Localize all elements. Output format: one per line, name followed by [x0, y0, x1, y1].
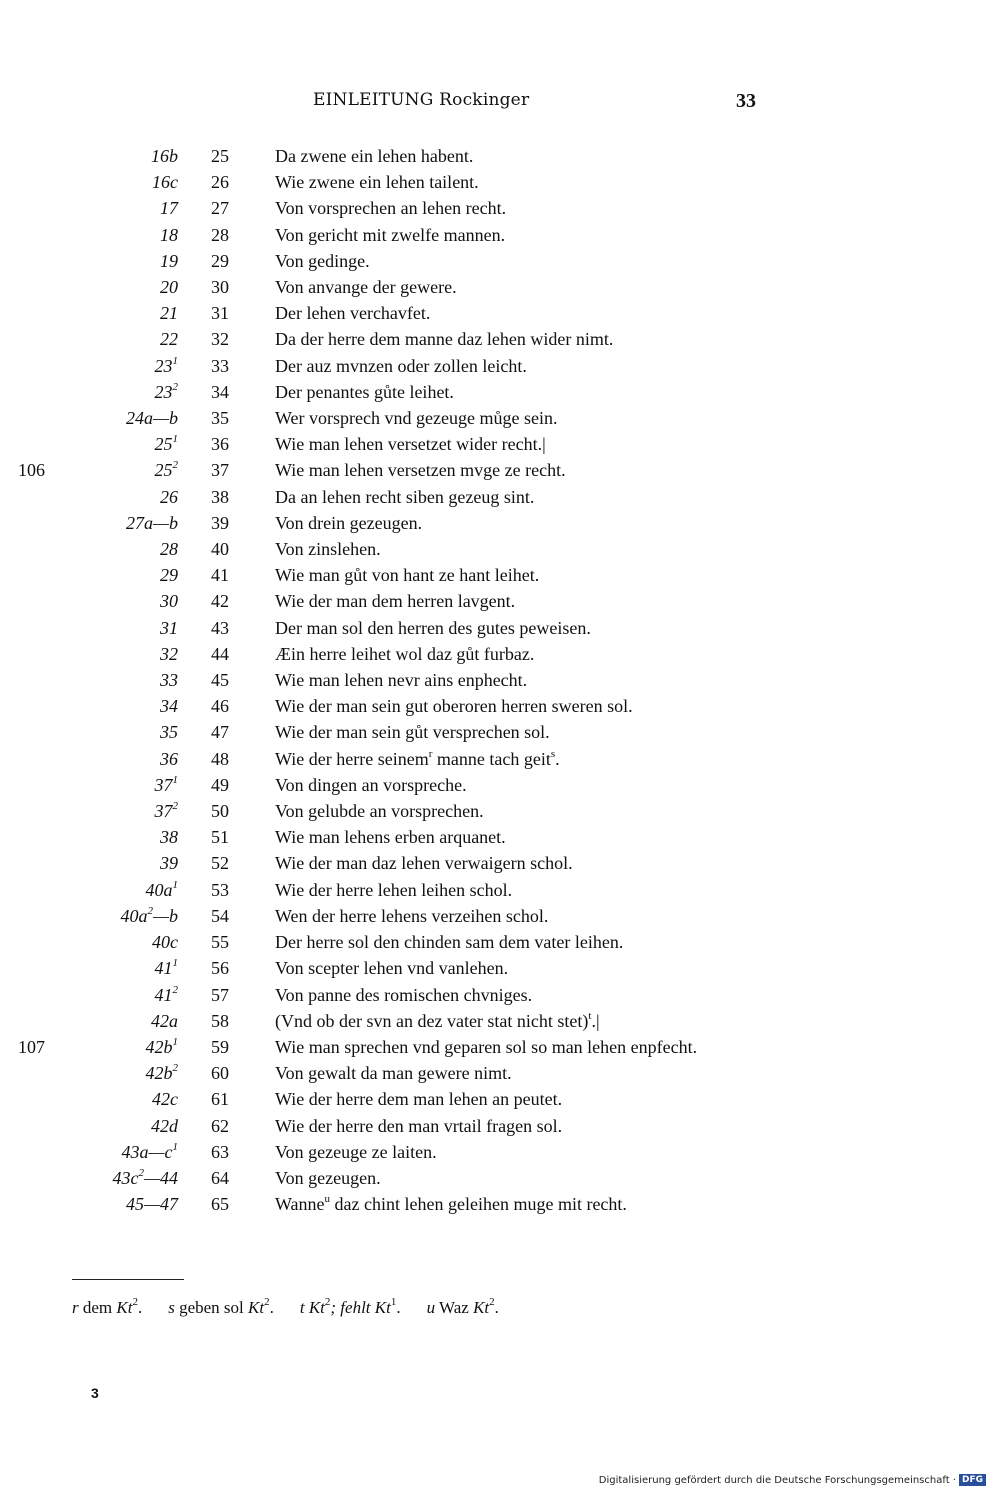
chapter-number: 31 — [211, 303, 229, 324]
source-reference-superscript: 1 — [172, 773, 178, 786]
toc-row — [0, 1060, 1000, 1086]
source-reference: 24a—b — [125, 408, 178, 429]
toc-row — [0, 379, 1000, 405]
chapter-number: 44 — [211, 643, 229, 664]
running-head — [313, 90, 529, 110]
source-reference: $23^2$ — [154, 380, 178, 402]
chapter-number: 57 — [211, 984, 229, 1005]
source-reference: 26 — [160, 486, 178, 507]
source-reference: 31 — [160, 617, 178, 638]
toc-row — [0, 746, 1000, 772]
chapter-title: Der auz mvnzen oder zollen leicht. — [275, 355, 527, 376]
chapter-title: (Vnd ob der svn an dez vater stat nicht stet)$^t$.| — [275, 1009, 600, 1031]
toc-row — [0, 798, 1000, 824]
footnote-rule — [72, 1279, 184, 1280]
toc-row — [0, 169, 1000, 195]
chapter-title: Wie man lehen versetzen mvge ze recht. — [275, 460, 566, 481]
footnote-note: ; fehlt Kt — [330, 1298, 391, 1317]
siglum-superscript: 2 — [132, 1296, 138, 1309]
footnote-marker: s — [550, 747, 556, 760]
source-reference: $41^2$ — [154, 983, 178, 1005]
source-reference: $43a—c^1$ — [121, 1140, 178, 1162]
source-reference: 34 — [160, 696, 178, 717]
toc-row — [0, 405, 1000, 431]
chapter-title: Æin herre leihet wol daz gůt furbaz. — [275, 643, 535, 664]
footnote-mark: r — [72, 1298, 79, 1317]
chapter-title: Wie der herre den man vrtail fragen sol. — [275, 1115, 563, 1136]
chapter-title: Von gezeugen. — [275, 1167, 381, 1188]
chapter-title: Von gelubde an vorsprechen. — [275, 801, 484, 822]
chapter-title: Wie der man sein gut oberoren herren sweren sol. — [275, 696, 633, 717]
source-reference-superscript: 1 — [172, 1035, 178, 1048]
source-reference: 33 — [160, 670, 178, 691]
source-reference: 36 — [160, 748, 178, 769]
toc-row — [0, 1034, 1000, 1060]
source-reference: 16c — [152, 172, 178, 193]
chapter-title: Der lehen verchavfet. — [275, 303, 431, 324]
source-reference-superscript: 2 — [172, 800, 178, 813]
chapter-title: Wen der herre lehens verzeihen schol. — [275, 905, 549, 926]
source-reference-superscript: 2 — [138, 1166, 144, 1179]
chapter-title: Von gezeuge ze laiten. — [275, 1141, 437, 1162]
chapter-number: 39 — [211, 512, 229, 533]
chapter-title: Von panne des romischen chvniges. — [275, 984, 533, 1005]
chapter-list — [0, 143, 1000, 1217]
chapter-title: Wer vorsprech vnd gezeuge můge sein. — [275, 408, 558, 429]
chapter-number: 47 — [211, 722, 229, 743]
chapter-number: 54 — [211, 905, 229, 926]
toc-row — [0, 850, 1000, 876]
chapter-number: 25 — [211, 146, 229, 166]
chapter-title: Wie der man daz lehen verwaigern schol. — [275, 853, 573, 874]
chapter-number: 65 — [211, 1194, 229, 1215]
toc-row — [0, 693, 1000, 719]
chapter-number: 41 — [211, 565, 229, 586]
source-reference-superscript: 2 — [147, 904, 153, 917]
chapter-number: 45 — [211, 670, 229, 691]
chapter-number: 55 — [211, 932, 229, 953]
chapter-title: Wie man lehen nevr ains enphecht. — [275, 670, 528, 691]
toc-row — [0, 955, 1000, 981]
chapter-number: 28 — [211, 224, 229, 245]
source-reference: 39 — [160, 853, 178, 874]
chapter-title: Von gericht mit zwelfe mannen. — [275, 224, 506, 245]
toc-row — [0, 667, 1000, 693]
source-reference-superscript: 1 — [172, 354, 178, 367]
toc-row — [0, 588, 1000, 614]
chapter-title: Da zwene ein lehen habent. — [275, 146, 474, 166]
chapter-title: Von anvange der gewere. — [275, 277, 457, 298]
toc-row — [0, 903, 1000, 929]
chapter-title: Von gedinge. — [275, 250, 370, 271]
source-reference: 38 — [160, 827, 178, 848]
chapter-number: 42 — [211, 591, 229, 612]
chapter-number: 48 — [211, 748, 229, 769]
page-number: 33 — [736, 90, 756, 112]
chapter-number: 26 — [211, 172, 229, 193]
toc-row — [0, 248, 1000, 274]
chapter-number: 32 — [211, 329, 229, 350]
footnote: t Kt$^2$; fehlt Kt$^1$. — [299, 1296, 401, 1317]
running-head-author: Rockinger — [439, 90, 530, 110]
siglum: Kt — [308, 1298, 325, 1317]
source-reference: 42c — [152, 1089, 178, 1110]
siglum-superscript: 1 — [390, 1296, 397, 1309]
source-reference: $42b^2$ — [145, 1062, 178, 1084]
source-reference: 21 — [160, 303, 178, 324]
footnote: s geben sol Kt$^2$. — [168, 1296, 274, 1317]
source-reference: $40a^1$ — [145, 878, 178, 900]
toc-row — [0, 1008, 1000, 1034]
source-reference-superscript: 2 — [172, 459, 178, 472]
source-reference: 42d — [151, 1115, 178, 1136]
toc-row — [0, 143, 1000, 169]
chapter-number: 40 — [211, 539, 229, 560]
chapter-title: Von gewalt da man gewere nimt. — [275, 1063, 512, 1084]
source-reference: 45—47 — [125, 1194, 178, 1215]
chapter-title: Wie der herre lehen leihen schol. — [275, 879, 513, 900]
toc-row — [0, 536, 1000, 562]
toc-row — [0, 877, 1000, 903]
toc-row — [0, 719, 1000, 745]
chapter-number: 38 — [211, 486, 229, 507]
toc-row — [0, 195, 1000, 221]
chapter-number: 61 — [211, 1089, 229, 1110]
chapter-title: Da an lehen recht siben gezeug sint. — [275, 486, 535, 507]
footnote-mark: u — [426, 1298, 436, 1317]
toc-row — [0, 300, 1000, 326]
source-reference-superscript: 2 — [172, 1062, 178, 1075]
toc-row — [0, 1113, 1000, 1139]
chapter-number: 29 — [211, 250, 229, 271]
source-reference-superscript: 1 — [172, 957, 178, 970]
chapter-number: 51 — [211, 827, 229, 848]
chapter-number: 59 — [211, 1036, 229, 1057]
source-reference: $25^2$ — [154, 459, 178, 481]
source-reference: 32 — [160, 643, 178, 664]
chapter-number: 46 — [211, 696, 229, 717]
siglum-superscript: 2 — [324, 1296, 331, 1309]
chapter-title: Wie man gůt von hant ze hant leihet. — [275, 565, 540, 586]
toc-row — [0, 353, 1000, 379]
footnote-marker: t — [588, 1009, 592, 1022]
chapter-title: Wie zwene ein lehen tailent. — [275, 172, 479, 193]
chapter-number: 60 — [211, 1063, 229, 1084]
toc-row — [0, 457, 1000, 483]
chapter-title: Wie man lehen versetzet wider recht.| — [275, 434, 546, 455]
toc-row — [0, 929, 1000, 955]
chapter-number: 56 — [211, 958, 229, 979]
toc-row — [0, 326, 1000, 352]
source-reference: $41^1$ — [154, 957, 178, 979]
chapter-number: 64 — [211, 1167, 229, 1188]
source-reference-superscript: 1 — [172, 1140, 178, 1153]
source-reference: 18 — [160, 224, 178, 245]
credit-text: Digitalisierung gefördert durch die Deutsche Forschungsgemeinschaft · — [598, 1474, 956, 1486]
toc-row — [0, 641, 1000, 667]
chapter-title: Von scepter lehen vnd vanlehen. — [275, 958, 509, 979]
toc-row — [0, 1165, 1000, 1191]
digitization-credit — [599, 1474, 986, 1486]
toc-row — [0, 484, 1000, 510]
source-reference: $23^1$ — [154, 354, 178, 376]
toc-row — [0, 1086, 1000, 1112]
chapter-title: Von zinslehen. — [275, 539, 381, 560]
source-reference: 17 — [160, 198, 178, 219]
source-reference: 28 — [160, 539, 178, 560]
chapter-title: Wie der herre dem man lehen an peutet. — [275, 1089, 563, 1110]
chapter-title: Wie man sprechen vnd geparen sol so man lehen enpfecht. — [275, 1036, 698, 1057]
chapter-number: 37 — [211, 460, 229, 481]
source-reference: 40c — [152, 932, 178, 953]
toc-row — [0, 1191, 1000, 1217]
margin-page-ref: 106 — [18, 460, 45, 481]
source-reference: 29 — [160, 565, 178, 586]
chapter-title: Wie der man dem herren lavgent. — [275, 591, 516, 612]
chapter-title: Der man sol den herren des gutes peweisen. — [275, 617, 591, 638]
source-reference: $37^1$ — [154, 773, 178, 795]
chapter-title: Von drein gezeugen. — [275, 512, 423, 533]
chapter-number: 52 — [211, 853, 229, 874]
source-reference: 16b — [151, 146, 178, 166]
footnote-mark: t — [299, 1298, 305, 1317]
chapter-title: Da der herre dem manne daz lehen wider nimt. — [275, 329, 614, 350]
chapter-title: Von dingen an vorspreche. — [275, 774, 467, 795]
siglum: Kt — [473, 1298, 490, 1317]
chapter-number: 58 — [211, 1010, 229, 1031]
footnote-marker: u — [324, 1193, 331, 1206]
chapter-number: 49 — [211, 774, 229, 795]
toc-row — [0, 824, 1000, 850]
chapter-number: 34 — [211, 381, 229, 402]
margin-page-ref: 107 — [18, 1036, 45, 1057]
source-reference: $40a^2—b$ — [120, 904, 178, 926]
source-reference: $25^1$ — [154, 433, 178, 455]
toc-row — [0, 562, 1000, 588]
chapter-number: 27 — [211, 198, 229, 219]
footnote: r dem Kt$^2$. — [72, 1296, 143, 1317]
source-reference: 42a — [151, 1010, 178, 1031]
footnote-marker: r — [428, 747, 433, 760]
footnote: u Waz Kt$^2$. — [426, 1296, 499, 1317]
chapter-title: Der penantes gůte leihet. — [275, 381, 454, 402]
footnote-mark: s — [168, 1298, 175, 1317]
siglum-superscript: 2 — [489, 1296, 495, 1309]
source-reference: 19 — [160, 250, 178, 271]
toc-row — [0, 222, 1000, 248]
printer-signature: 3 — [91, 1385, 99, 1401]
footnotes — [72, 1298, 525, 1318]
chapter-number: 62 — [211, 1115, 229, 1136]
siglum-superscript: 2 — [264, 1296, 270, 1309]
toc-row — [0, 1139, 1000, 1165]
chapter-number: 43 — [211, 617, 229, 638]
siglum: Kt — [248, 1298, 265, 1317]
toc-row — [0, 510, 1000, 536]
source-reference: 30 — [160, 591, 178, 612]
chapter-title: Wanne$^u$ daz chint lehen geleihen muge mit recht. — [275, 1193, 627, 1215]
chapter-number: 53 — [211, 879, 229, 900]
source-reference: $43c^2—44$ — [112, 1166, 178, 1188]
siglum: Kt — [116, 1298, 133, 1317]
chapter-number: 33 — [211, 355, 229, 376]
toc-row — [0, 431, 1000, 457]
chapter-title: Wie man lehens erben arquanet. — [275, 827, 506, 848]
source-reference-superscript: 1 — [172, 433, 178, 446]
running-head-section: EINLEITUNG — [313, 90, 434, 110]
toc-row — [0, 274, 1000, 300]
chapter-title: Wie der man sein gůt versprechen sol. — [275, 722, 550, 743]
chapter-title: Von vorsprechen an lehen recht. — [275, 198, 507, 219]
source-reference: $37^2$ — [154, 800, 178, 822]
toc-row — [0, 615, 1000, 641]
dfg-logo: DFG — [959, 1474, 986, 1486]
chapter-number: 36 — [211, 434, 229, 455]
chapter-number: 50 — [211, 801, 229, 822]
toc-row — [0, 772, 1000, 798]
source-reference: 27a—b — [125, 512, 178, 533]
chapter-number: 30 — [211, 277, 229, 298]
chapter-number: 35 — [211, 408, 229, 429]
source-reference-superscript: 2 — [172, 983, 178, 996]
chapter-title: Der herre sol den chinden sam dem vater leihen. — [275, 932, 624, 953]
chapter-number: 63 — [211, 1141, 229, 1162]
source-reference: $42b^1$ — [145, 1035, 178, 1057]
source-reference: 35 — [160, 722, 178, 743]
toc-row — [0, 982, 1000, 1008]
source-reference: 22 — [160, 329, 178, 350]
source-reference-superscript: 1 — [172, 878, 178, 891]
chapter-title: Wie der herre seinem$^r$ manne tach geit$^s$. — [275, 747, 560, 769]
source-reference-superscript: 2 — [172, 380, 178, 393]
source-reference: 20 — [160, 277, 178, 298]
